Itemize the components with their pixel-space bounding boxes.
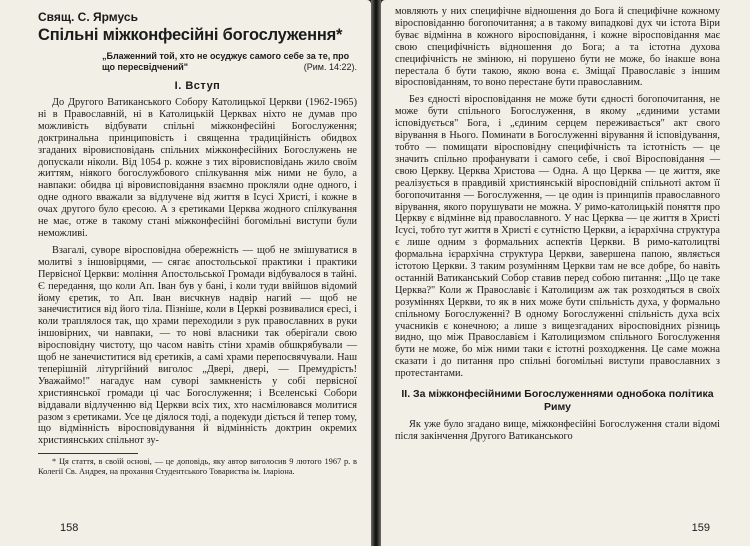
article-title: Спільні міжконфесійні богослуження* [38,26,343,44]
footnote-divider [38,453,138,454]
paragraph: мовляють у них специфічне відношення до Бога й специфічне кожному віросповіданню богопочитання; а в такому випадкові дух чи істота Віри буває відмінна в кожного віросповідання, і кожне віросповідання має свою специфічність відношення до Бога; а та істотна духова специфічність не змінюю, ні порушено бути не може, бо інакше вона перестала б бути такою, якою вона є. Зміщаї Православіє з іншим віросповіданням, то воно перестане бути православним. [395,6,720,89]
left-page [0,0,371,546]
paragraph: Без єдності віросповідання не може бути єдності богопочитання, не може бути спільного Богослуження, в якому „єдиними устами ісповідується" Бога, і „єдиним серцем переживається" акт свого вірування в Нього. Поминати в Богослуженні вірування й ісповідування, тобто — помищати віросповідну специфічність та істотність — це значить спільно профанувати і самого себе, і свої Віросповідання — свою Церкву. Церква Христова — Одна. А що Церква — це життя, яке реалізується в правдивій християнській віросповідній спільноті актом її богопочитання — Богослуження, — це один із принципів православного вірування, якого порушувати не можна. У римо-католицькій поняття про Церкву є відмінне від православного. У нас Церква — це життя в Христі Ісусі, тобто тут життя в Христі є сутністю Церкви, а ієрархічна структура є лише одним з формальних аспектів Церкви. В римо-католицтві формальна ієрархічна структура Церкви, завершена папою, являється істотою Церкви. З таким розумінням Церкви там не все добре, бо навіть останній Ватиканський Собор ставив перед собою питання: „Що це таке Церква?" Коли ж Православіє і Католицизм аж так розходяться в своїх розуміннях Церкви, то як в них може бути спільність духа, у формально спільному Богослуженні? В одному Богослуженні спільність духа всіх учасників є конечною; а лише з вищезгаданих віросповідних різниць видно, що між Православієм і Католицизмом спільного Богослуження бути не може, бо між ними таки є істотні розходження. Це саме можна сказати і до питання про спільні богомільні виступи православних з протестантами. [395,94,720,380]
section-heading-intro: І. Вступ [174,80,221,92]
epigraph [102,51,357,72]
epigraph-text: „Блаженний той, хто не осуджує самого себе за те, про що пересвідчений" [102,51,350,72]
section-heading-2: ІІ. За міжконфесійними Богослуженнями однобока політика Риму [401,388,714,414]
page-number-right: 159 [691,522,710,534]
book-gutter [371,0,381,546]
paragraph: Взагалі, суворе віросповідна обережність — щоб не змішуватися в молитві з іншовірцями, — сягає апостольської практики і практики Первісної Церкви: моління Апостольської Громади відбувалося в тайні. Є передання, що коли Ап. Іван був у бані, і коли туди ввійшов відомий йому єретик, то Ап. Іван висчкнув надвір нагий — щоб не занечиститися від його тіла. Пізніше, коли в Церкві розвивалися єресі, і коли траплялося так, що храми переходили з рук православних в руки іншовірних, чи навпаки, — то нові власники так оберігали свою віросповідну чистоту, що часом навіть стіни храмів обшкрябували — щоб не занечиститися від єретиків, а самі храми перепосвячували. Наш теперішній літургійний виголос „Двері, двері, — Премудрість! Уважаймо!" нагадує нам суворі замкненість у собі первісної християнської громади ці час Богослуження; і Вселенські Собори віддавали відлученню від Церкви всіх тих, хто насмілювався молитися разом з єретиками. Усе це діялося тоді, а подекуди діється й тепер тому, що відмінність віросповідування й відмінність доктрин окремих християнських спільнот зу- [38,244,357,447]
paragraph: До Другого Ватиканського Собору Католицької Церкви (1962-1965) ні в Православній, ні в Католицькій Церквах ніхто не думав про можливість відбувати спільні міжконфесійні Богослуження; доктринальна принциповість і священна традиційність обидвох згаданих віровисповідань спільних міжконфесійних Богослужень не допускали ніколи. Від 1054 р. кожне з тих віровисповідань жило своїм життям, ніякого богослужбового спілкування між ними не було, а навпаки: обидва ці віровисповідання взаємно прокляли одне одного, і одне одного вважали за відлучене від життя в Ісусі Христі, і кожне в очах другого було єресою. А з єретиками Церква жодного спілкування не має, отже в такому стані міжконфесійні богомільні виступи були неможливі. [38,97,357,239]
epigraph-reference: (Рим. 14:22). [303,61,357,72]
author-name: Свящ. С. Ярмусь [38,10,138,24]
paragraph: Як уже було згадано вище, міжконфесійні Богослуження стали відомі після закінчення Другого Ватиканського [395,419,720,442]
page-number-left: 158 [60,522,79,534]
footnote: * Ця стаття, в своїй основі, — це доповідь, яку автор виголосив 9 лютого 1967 р. в Колегії Св. Андрея, на прохання Студентського Товариства ім. Іларіона. [38,457,357,477]
right-page [381,0,750,546]
